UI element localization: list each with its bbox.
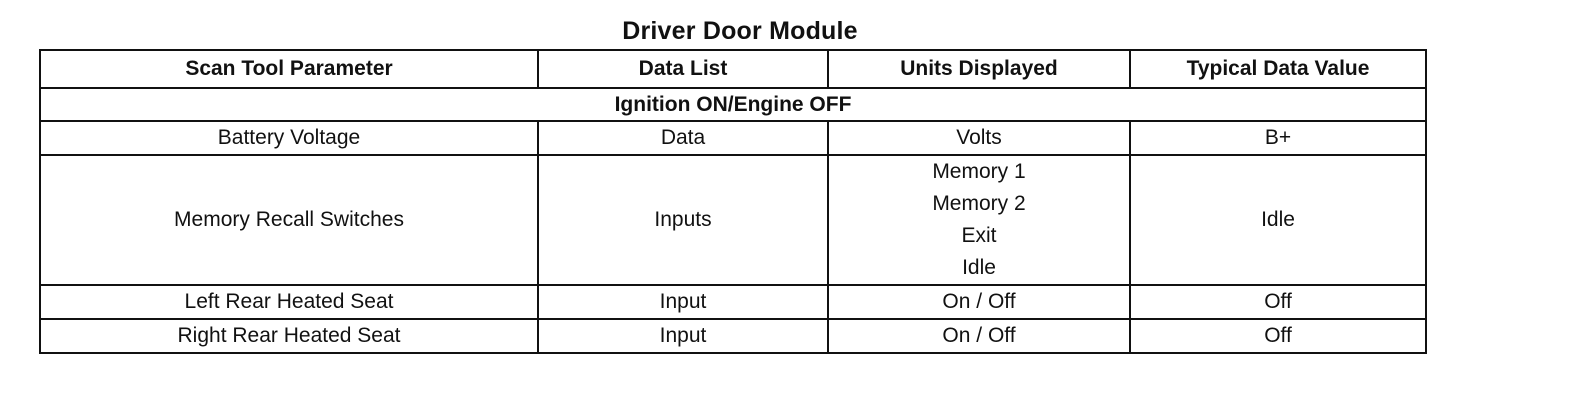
parameter-cell: Memory Recall Switches [40, 155, 538, 285]
column-header-units: Units Displayed [828, 50, 1130, 88]
table-title: Driver Door Module [622, 17, 858, 45]
parameter-cell: Left Rear Heated Seat [40, 285, 538, 319]
typical-value-cell: Off [1130, 285, 1426, 319]
header-row [40, 50, 1426, 88]
parameter-cell: Battery Voltage [40, 121, 538, 155]
units-option: Memory 1 [932, 160, 1026, 183]
typical-value-cell: Idle [1130, 155, 1426, 285]
column-header-parameter: Scan Tool Parameter [40, 50, 538, 88]
units-cell [828, 155, 1130, 285]
table-row [40, 285, 1426, 319]
units-cell: On / Off [828, 319, 1130, 353]
table-row [40, 121, 1426, 155]
data-list-cell: Inputs [538, 155, 828, 285]
data-list-cell: Input [538, 285, 828, 319]
typical-value-cell: Off [1130, 319, 1426, 353]
units-option: Exit [961, 224, 997, 247]
parameter-cell: Right Rear Heated Seat [40, 319, 538, 353]
typical-value-cell: B+ [1130, 121, 1426, 155]
units-option: Idle [962, 256, 996, 279]
column-header-typical-value: Typical Data Value [1130, 50, 1426, 88]
section-row [40, 88, 1426, 121]
section-label: Ignition ON/Engine OFF [40, 88, 1426, 121]
column-header-data-list: Data List [538, 50, 828, 88]
data-table [39, 49, 1427, 354]
data-list-cell: Input [538, 319, 828, 353]
units-cell: Volts [828, 121, 1130, 155]
table-row [40, 155, 1426, 285]
table-row [40, 319, 1426, 353]
units-cell: On / Off [828, 285, 1130, 319]
data-list-cell: Data [538, 121, 828, 155]
units-option: Memory 2 [932, 192, 1026, 215]
